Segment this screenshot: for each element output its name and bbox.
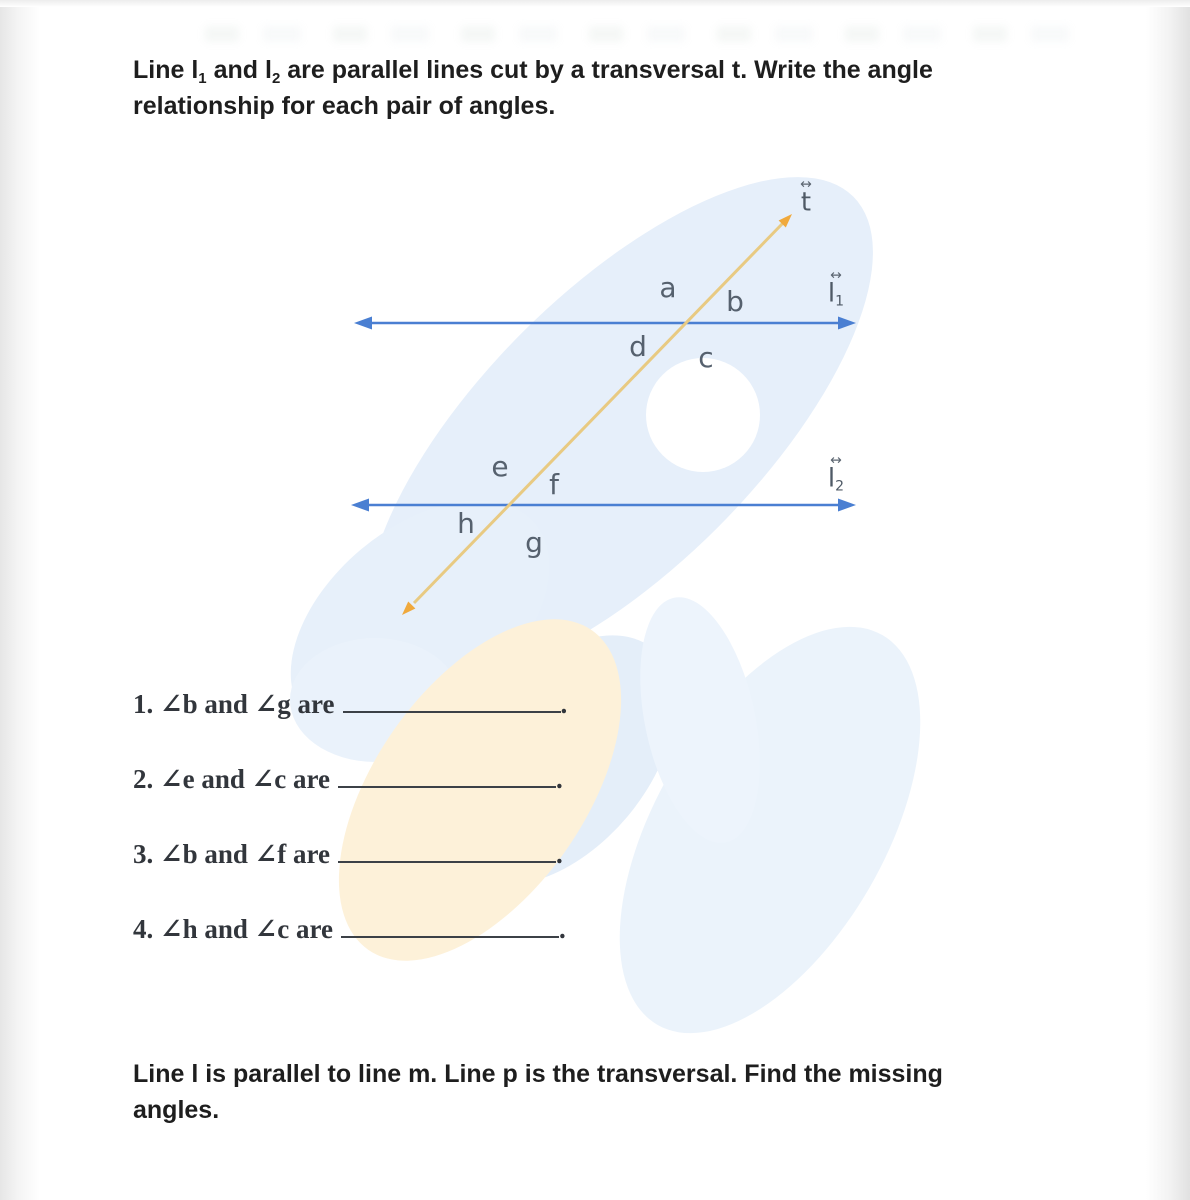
question-4-number: 4. xyxy=(133,914,154,944)
angle-label-g: g xyxy=(525,526,543,559)
angle-label-f: f xyxy=(549,468,559,501)
worksheet-instruction-1 xyxy=(133,52,1053,124)
instruction-1-line-1: Line $l_1$ and $l_2$ are parallel lines cut by a transversal t. Write the angle xyxy=(133,56,933,87)
page-edge-left xyxy=(0,0,40,1200)
label-t-text: t xyxy=(800,187,812,218)
question-4-answer-blank xyxy=(341,909,559,938)
page-edge-top xyxy=(0,0,1190,7)
angle-label-d: d xyxy=(629,330,647,363)
line-l2-left-arrowhead xyxy=(351,499,369,512)
label-l2-text: $l_2$ xyxy=(827,463,845,495)
transversal-line xyxy=(414,223,783,603)
question-4 xyxy=(133,909,566,945)
question-2-text: ∠e and ∠c are xyxy=(153,764,330,794)
double-arrow-icon: ↔ xyxy=(830,452,842,469)
question-3-number: 3. xyxy=(133,839,154,869)
angle-label-e: e xyxy=(491,450,509,483)
line-l1-left-arrowhead xyxy=(354,317,372,330)
label-line-l2 xyxy=(827,452,845,495)
line-l1-right-arrowhead xyxy=(838,317,856,330)
question-2-answer-blank xyxy=(338,759,556,788)
question-1-period: . xyxy=(560,689,568,719)
question-2-number: 2. xyxy=(133,764,154,794)
question-3-text: ∠b and ∠f are xyxy=(153,839,331,869)
angle-label-b: b xyxy=(726,285,744,318)
diagram-lines xyxy=(280,140,960,680)
label-line-l1 xyxy=(827,267,845,310)
angle-label-c: c xyxy=(698,341,714,374)
question-2-period: . xyxy=(555,764,563,794)
double-arrow-icon: ↔ xyxy=(800,176,812,193)
double-arrow-icon: ↔ xyxy=(830,267,842,284)
question-1 xyxy=(133,684,567,720)
question-3-period: . xyxy=(556,839,563,869)
question-1-answer-blank xyxy=(343,684,561,713)
instruction-1-line-2: relationship for each pair of angles. xyxy=(133,92,556,120)
transversal-bottom-arrowhead xyxy=(402,602,415,616)
scan-bleed-through xyxy=(205,26,1070,42)
question-1-number: 1. xyxy=(133,689,154,719)
question-3 xyxy=(133,834,563,870)
question-4-period: . xyxy=(559,914,566,944)
page-edge-right xyxy=(1146,0,1190,1200)
question-2 xyxy=(133,759,563,795)
angle-label-a: a xyxy=(659,271,677,304)
instruction-2-line-2: angles. xyxy=(133,1096,220,1124)
parallel-lines-diagram xyxy=(280,140,960,680)
label-l1-text: $l_1$ xyxy=(827,278,845,310)
instruction-2-line-1: Line l is parallel to line m. Line p is the transversal. Find the missing xyxy=(133,1060,943,1088)
angle-label-h: h xyxy=(457,507,475,540)
label-transversal-t xyxy=(800,176,812,218)
worksheet-instruction-2 xyxy=(133,1056,1063,1128)
question-4-text: ∠h and ∠c are xyxy=(153,914,334,944)
question-3-answer-blank xyxy=(338,834,556,863)
question-1-text: ∠b and ∠g are xyxy=(153,689,335,719)
line-l2-right-arrowhead xyxy=(838,499,856,512)
